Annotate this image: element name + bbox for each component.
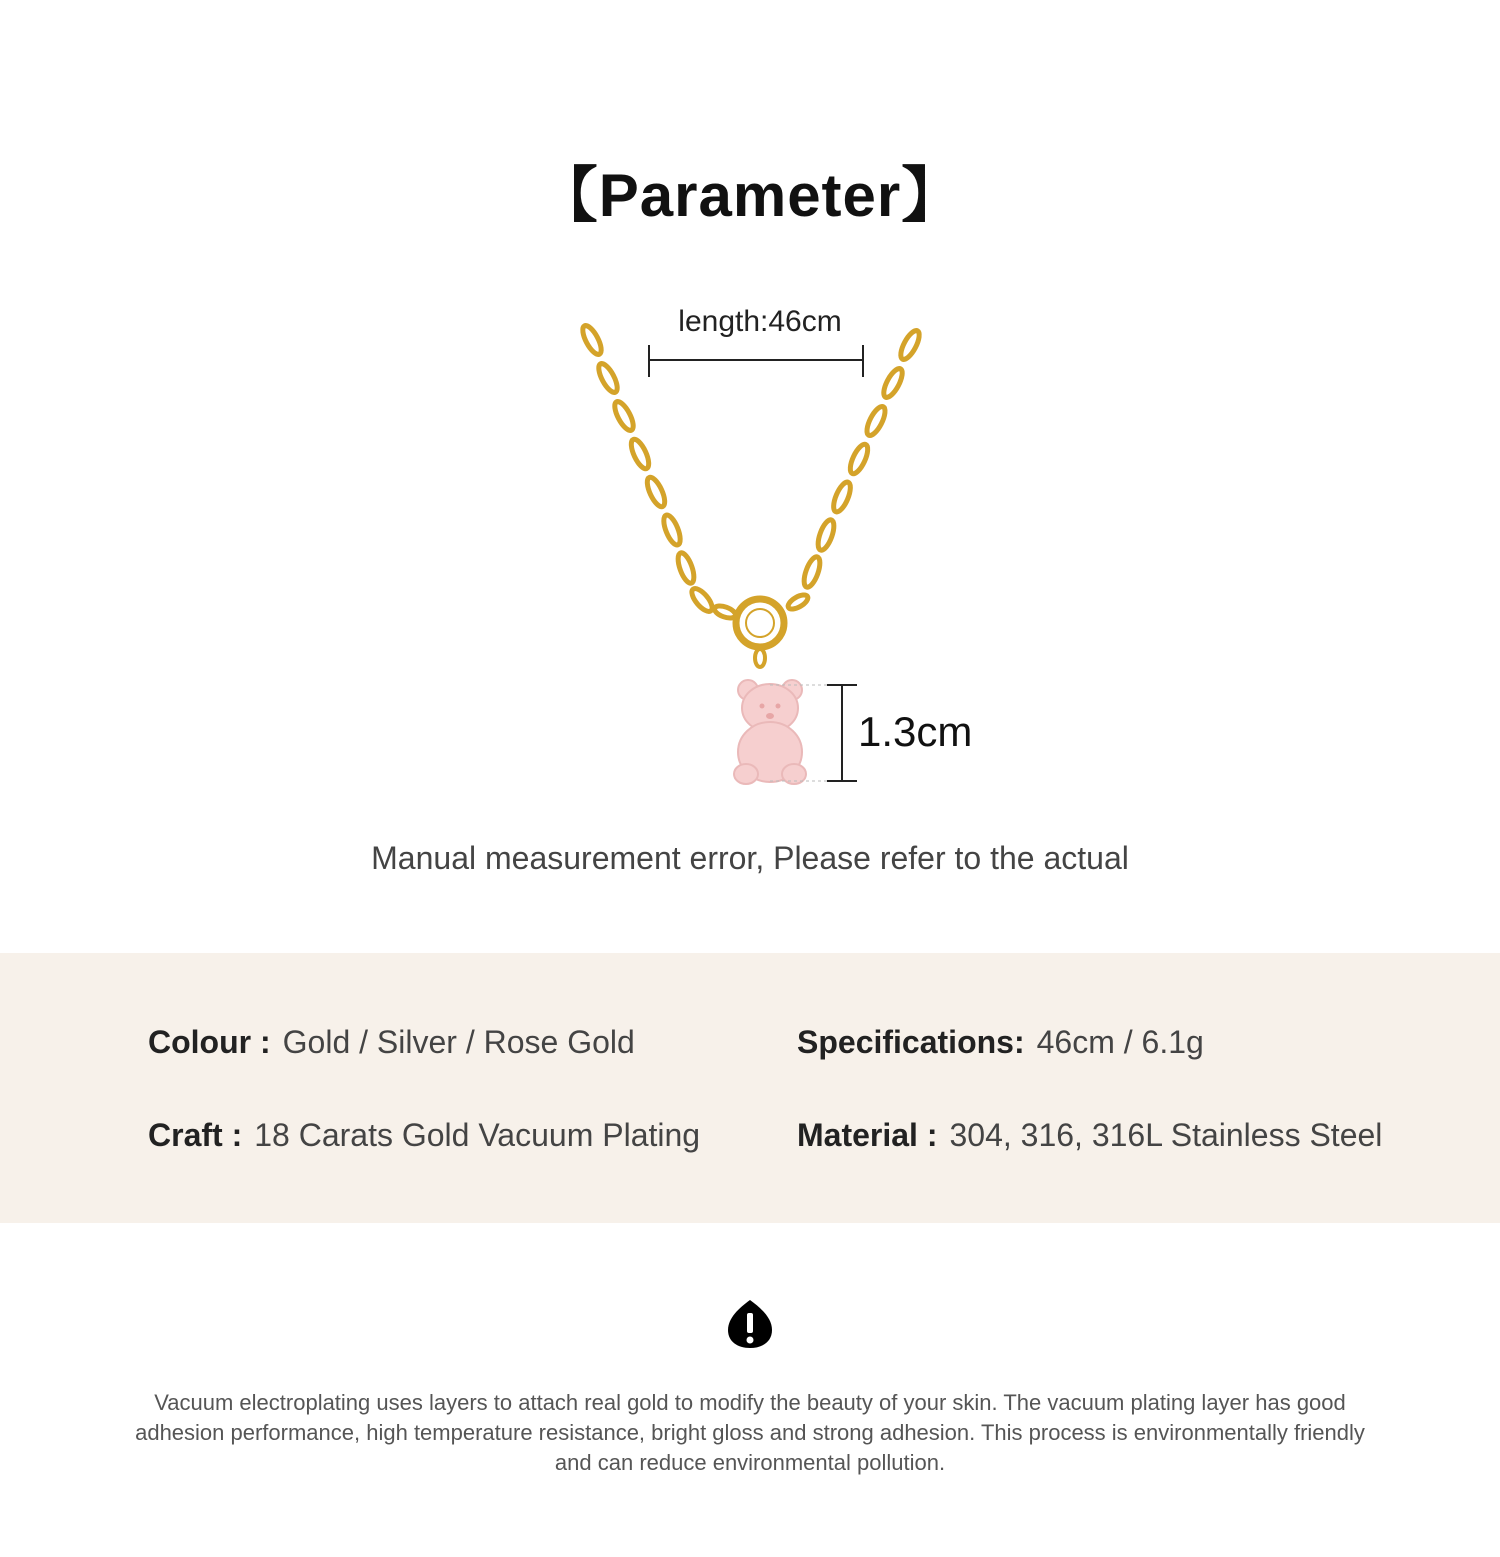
spec-craft-value: 18 Carats Gold Vacuum Plating [254,1117,701,1153]
spec-material-value: 304, 316, 316L Stainless Steel [949,1117,1383,1153]
spec-material [797,1117,1382,1154]
spec-specifications [797,1024,1204,1061]
spec-panel [0,953,1500,1223]
spec-colour-label: Colour : [148,1024,271,1060]
spec-colour-value: Gold / Silver / Rose Gold [282,1024,635,1060]
spec-specifications-value: 46cm / 6.1g [1036,1024,1204,1060]
spec-craft-label: Craft : [148,1117,243,1153]
length-label: length:46cm [678,305,842,338]
warning-icon [725,1298,775,1350]
spec-colour [148,1024,635,1061]
page-title: 【Parameter】 [537,162,963,229]
spec-material-label: Material : [797,1117,938,1153]
spec-craft [148,1117,700,1154]
spec-specifications-label: Specifications: [797,1024,1025,1060]
pendant-height-label: 1.3cm [858,708,973,755]
plating-description: Vacuum electroplating uses layers to attach real gold to modify the beauty of your skin. The vacuum plating layer has good adhesion performance, high temperature resistance, bright gloss and strong adhesion. This process is environmentally friendly and can reduce environmental pollution. [135,1390,1365,1475]
measurement-note: Manual measurement error, Please refer to the actual [371,840,1129,876]
